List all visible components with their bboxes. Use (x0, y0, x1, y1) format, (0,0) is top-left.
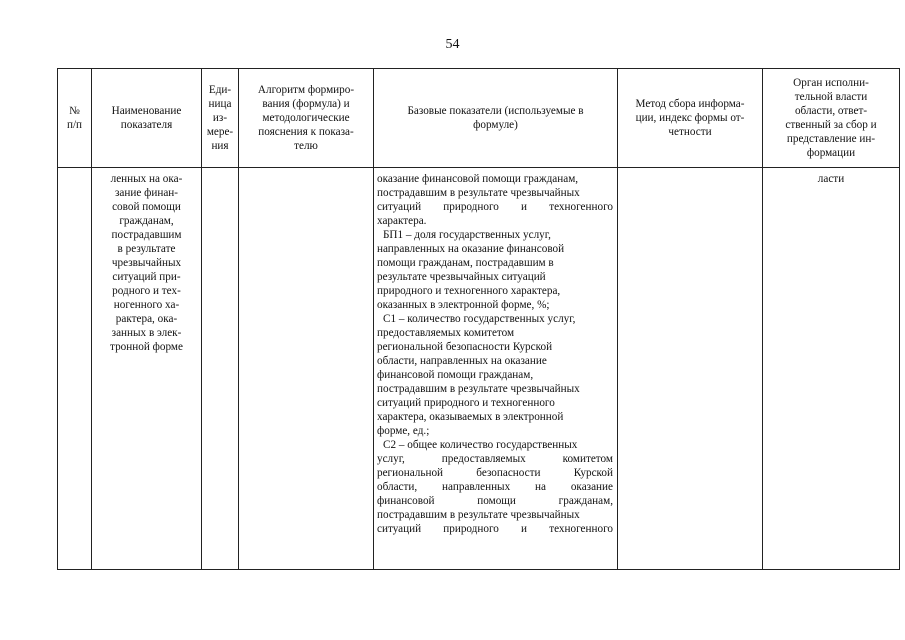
base-indicator-line: характера, оказываемых в электронной (377, 411, 564, 423)
table-row (58, 168, 900, 570)
base-indicator-line: характера. (377, 215, 427, 227)
header-indicator-name (92, 69, 202, 168)
header-label-line: методологические (262, 112, 350, 124)
cell-collection-method (618, 168, 763, 570)
header-label-line: Метод сбора информа- (635, 98, 745, 110)
base-indicator-line: оказанных в электронной форме, %; (377, 299, 550, 311)
header-label-line: четности (668, 126, 712, 138)
base-indicator-line: финансовой помощи гражданам, (377, 369, 534, 381)
cell-base-indicators (374, 168, 618, 570)
header-number (58, 69, 92, 168)
header-label-line: п/п (66, 119, 83, 131)
header-label-line: формуле) (473, 119, 518, 131)
header-label-line: области, ответ- (794, 105, 868, 117)
base-indicator-line: С1 – количество государственных услуг, (383, 313, 576, 325)
header-label-line: тельной власти (794, 91, 868, 103)
base-indicator-line: области, направленных на оказание (377, 355, 547, 367)
base-indicator-line: оказание финансовой помощи гражданам, (377, 173, 579, 185)
indicator-name-line: тронной форме (110, 341, 183, 353)
header-label-line: Базовые показатели (используемые в (407, 105, 584, 117)
base-indicator-line: С2 – общее количество государственных (383, 439, 578, 451)
base-indicator-line: области, направленных на оказание (377, 481, 613, 493)
base-indicator-line: ситуаций природного и техногенного (377, 201, 613, 213)
header-label-line: телю (294, 140, 318, 152)
base-indicator-line: ситуаций природного и техногенного (377, 397, 555, 409)
header-label-line: Еди- (208, 84, 232, 96)
indicator-name-line: ногенного ха- (113, 299, 180, 311)
header-label (239, 83, 373, 153)
indicator-name-line: совой помощи (112, 201, 181, 213)
header-label-line: вания (формула) и (262, 98, 350, 110)
indicator-name-line: ситуаций при- (112, 271, 181, 283)
base-indicator-line: БП1 – доля государственных услуг, (383, 229, 551, 241)
indicator-name-line: гражданам, (119, 215, 174, 227)
header-label-line: Наименование (111, 105, 182, 117)
indicator-name-line: чрезвычайных (111, 257, 182, 269)
header-label-line: формации (806, 147, 856, 159)
header-base-indicators (374, 69, 618, 168)
header-label-line: ственный за сбор и (785, 119, 877, 131)
base-indicator-line: направленных на оказание финансовой (377, 243, 565, 255)
cell-unit (202, 168, 239, 570)
header-label-line: ница (208, 98, 232, 110)
base-indicator-line: пострадавшим в результате чрезвычайных (377, 383, 580, 395)
header-label-line: ции, индекс формы от- (635, 112, 745, 124)
base-indicator-line: услуг, предоставляемых комитетом (377, 453, 613, 465)
base-indicator-line: финансовой помощи гражданам, (377, 495, 613, 507)
indicator-name-line: зание финан- (114, 187, 179, 199)
base-indicator-line: региональной безопасности Курской (377, 341, 553, 353)
cell-indicator-name (92, 168, 202, 570)
header-label-line: Орган исполни- (793, 77, 869, 89)
indicator-name-line: ленных на ока- (110, 173, 183, 185)
header-unit (202, 69, 239, 168)
header-label (374, 104, 617, 132)
header-label (92, 104, 201, 132)
base-indicator-line: результате чрезвычайных ситуаций (377, 271, 546, 283)
table-header-row (58, 69, 900, 168)
header-label (618, 97, 762, 139)
indicator-table (57, 68, 900, 570)
indicator-name-line: занных в элек- (111, 327, 182, 339)
page-number: 54 (445, 37, 460, 52)
header-label (202, 83, 238, 153)
base-indicator-line: пострадавшим в результате чрезвычайных (377, 509, 580, 521)
header-label-line: показателя (120, 119, 173, 131)
header-label-line: пояснения к показа- (258, 126, 354, 138)
cell-algorithm (239, 168, 374, 570)
indicator-name-line: в результате (117, 243, 176, 255)
header-responsible-body (763, 69, 900, 168)
base-indicator-line: ситуаций природного и техногенного (377, 523, 613, 535)
base-indicator-line: помощи гражданам, пострадавшим в (377, 257, 554, 269)
header-label-line: мере- (206, 126, 234, 138)
indicator-name-line: родного и тех- (112, 285, 181, 297)
header-label-line: ния (211, 140, 229, 152)
indicator-name-line: пострадавшим (111, 229, 182, 241)
base-indicator-line: пострадавшим в результате чрезвычайных (377, 187, 580, 199)
base-indicator-line: природного и техногенного характера, (377, 285, 561, 297)
header-collection-method (618, 69, 763, 168)
header-label-line: из- (212, 112, 228, 124)
header-label (763, 76, 899, 160)
base-indicator-line: региональной безопасности Курской (377, 467, 613, 479)
cell-responsible-body: ласти (763, 168, 900, 570)
header-label-line: Алгоритм формиро- (257, 84, 355, 96)
indicator-name-line: рактера, ока- (115, 313, 178, 325)
header-label (58, 104, 91, 132)
header-algorithm (239, 69, 374, 168)
header-label-line: № (69, 105, 80, 117)
cell-number (58, 168, 92, 570)
base-indicator-line: форме, ед.; (377, 425, 430, 437)
header-label-line: представление ин- (786, 133, 876, 145)
base-indicator-line: предоставляемых комитетом (377, 327, 515, 339)
